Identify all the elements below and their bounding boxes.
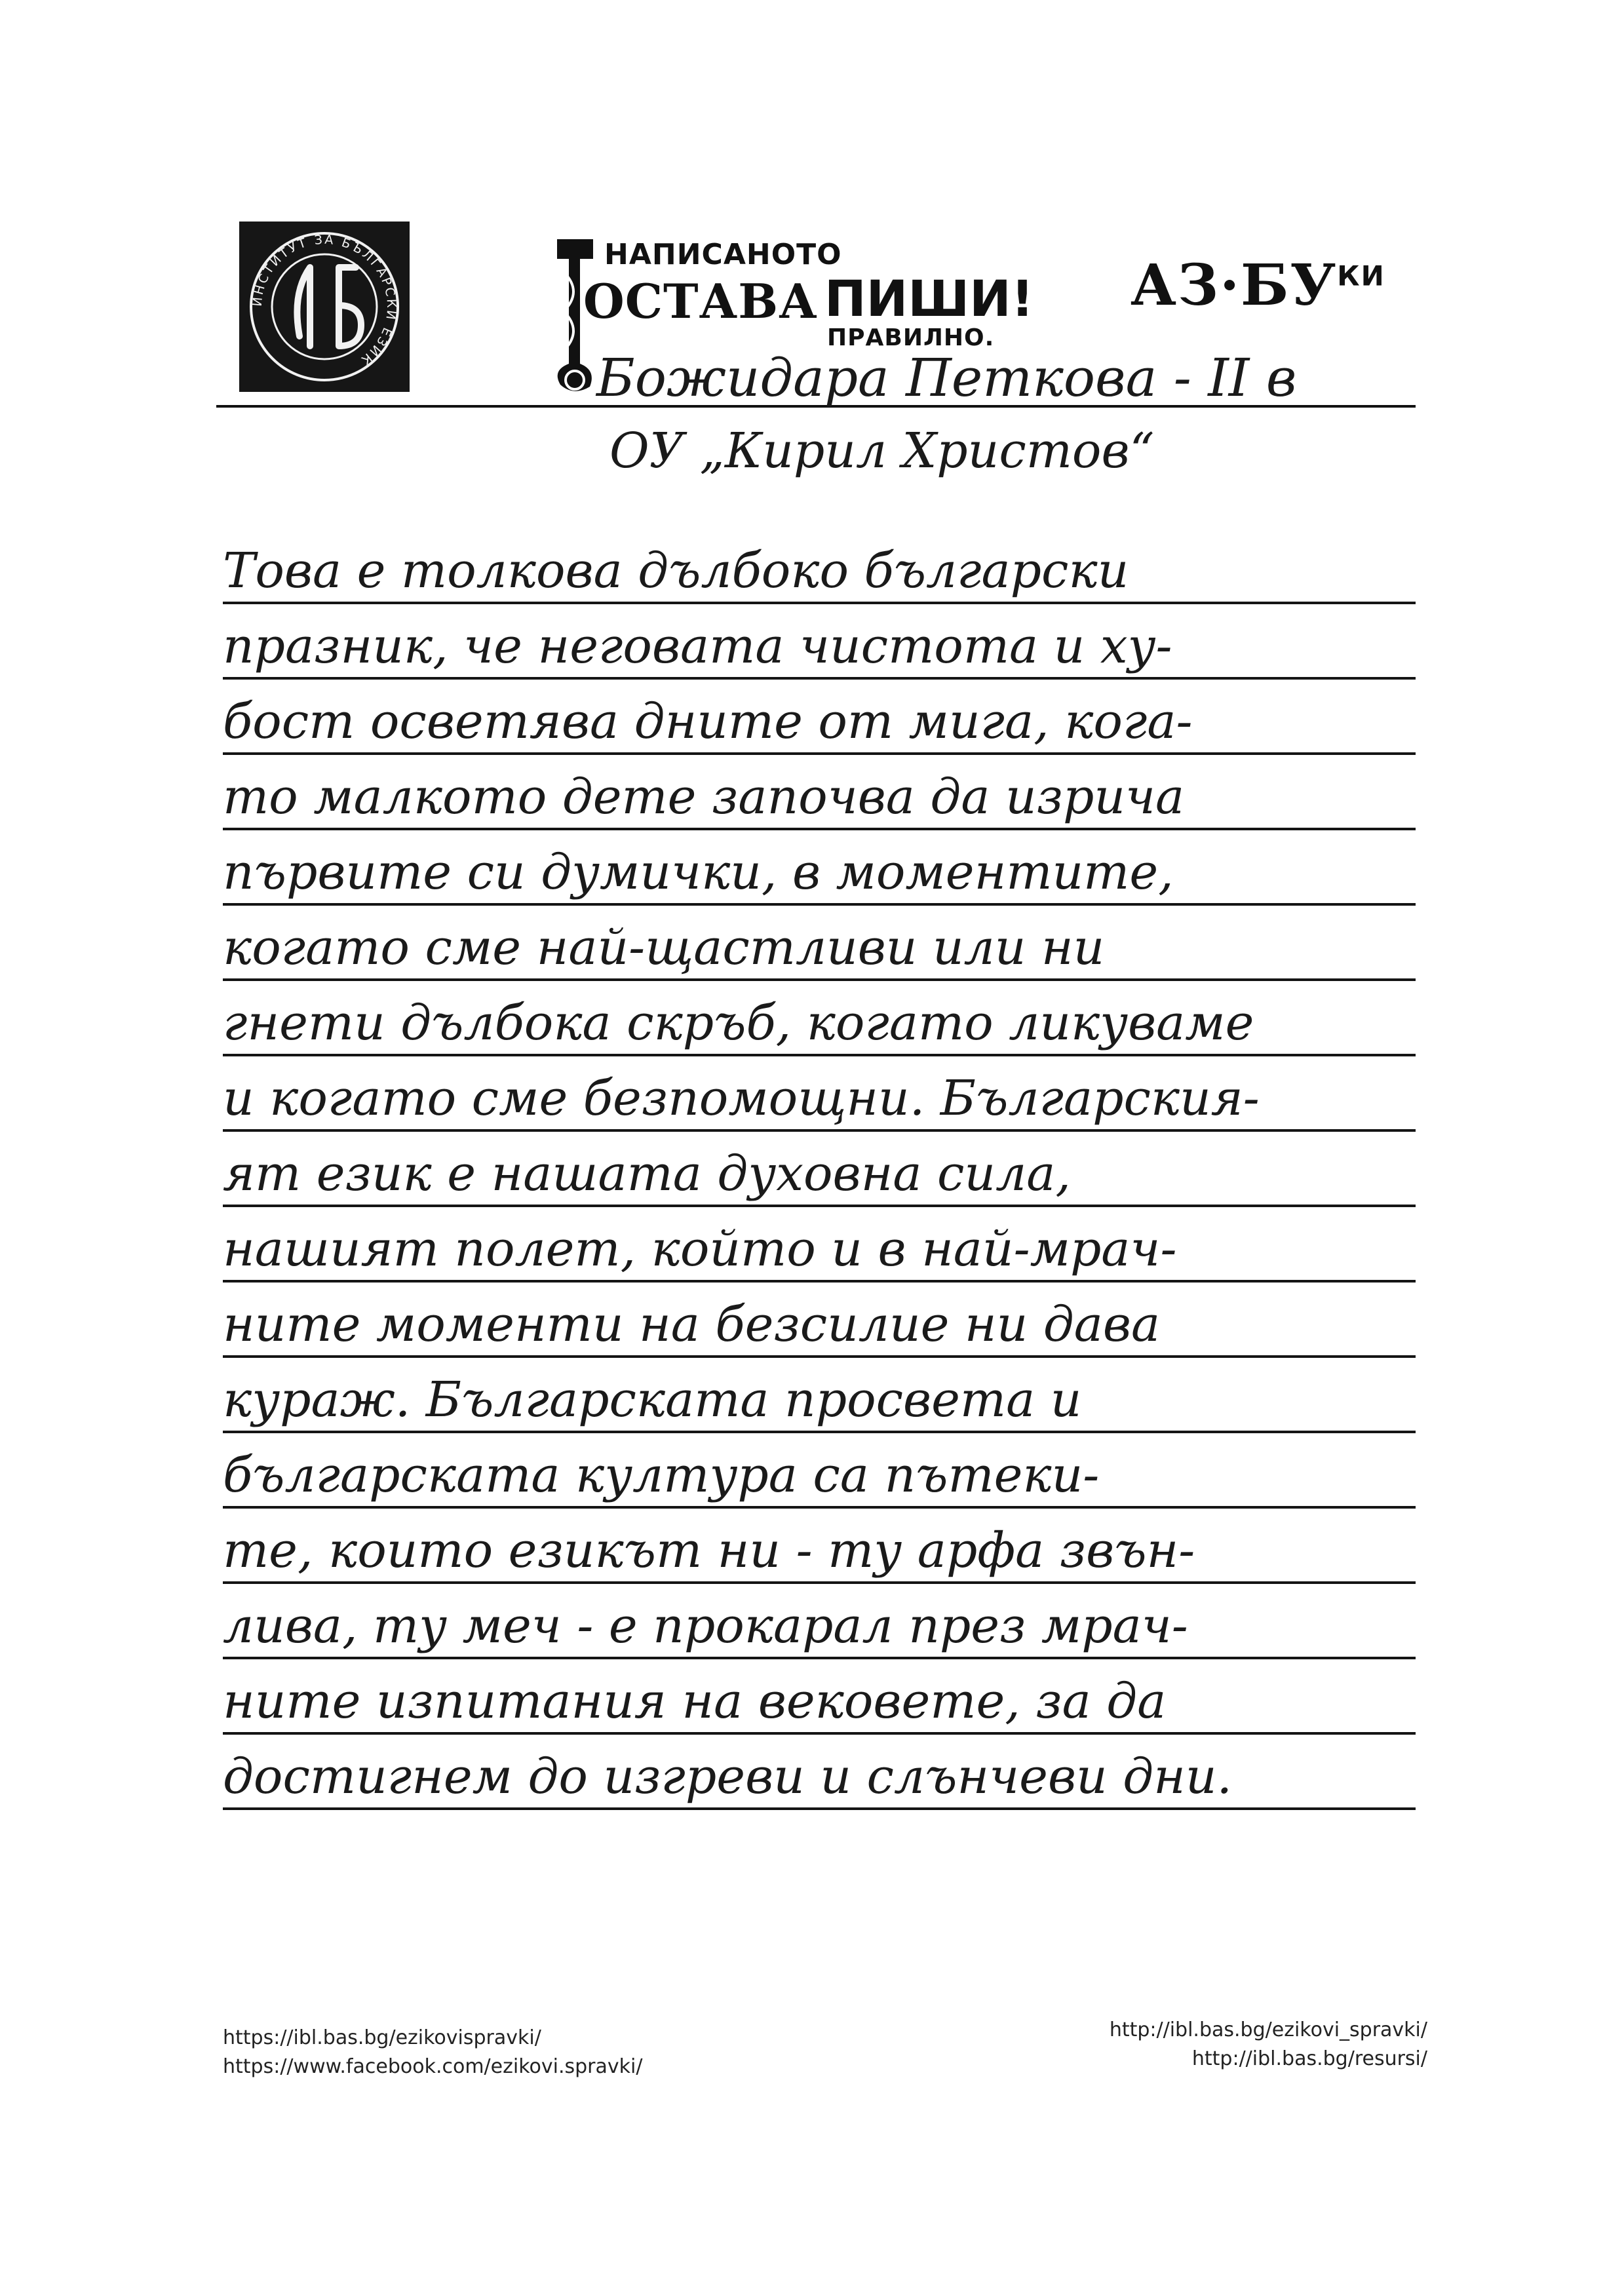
ruled-line (223, 1280, 1416, 1282)
essay-line (223, 1135, 1416, 1214)
ruled-line (223, 828, 1416, 830)
essay-line-text: ните изпитания на вековете, за да (223, 1673, 1167, 1729)
ruled-line (223, 978, 1416, 981)
ruled-line (223, 677, 1416, 680)
essay-line-text: и когато сме безпомощни. Българския- (223, 1070, 1260, 1127)
essay-line-text: българската култура са пътеки- (223, 1447, 1100, 1503)
footer-link-right-2[interactable]: http://ibl.bas.bg/resursi/ (1191, 2047, 1427, 2070)
campaign-line-4: ПРАВИЛНО. (827, 324, 995, 351)
essay-line-text: Това е толкова дълбоко български (223, 543, 1129, 599)
campaign-line-2: ОСТАВА (583, 273, 818, 329)
essay-line (223, 532, 1416, 611)
essay-line-text: достигнем до изгреви и слънчеви дни. (223, 1748, 1233, 1805)
ruled-line (223, 1732, 1416, 1735)
essay-line (223, 1060, 1416, 1138)
campaign-line-3: ПИШИ! (824, 269, 1034, 328)
ruled-line (223, 1431, 1416, 1433)
ruled-line (223, 1054, 1416, 1056)
ruled-line (223, 903, 1416, 906)
azbuki-sup: КИ (1337, 260, 1385, 292)
ruled-line (223, 1657, 1416, 1659)
ruled-line (223, 1506, 1416, 1509)
essay-line-text: ят език е нашата духовна сила, (223, 1146, 1071, 1202)
essay-line-text: когато сме най-щастливи или ни (223, 919, 1105, 976)
logo-ring-text: ИНСТИТУТ ЗА БЪЛГАРСКИ ЕЗИК (250, 232, 399, 368)
essay-line-text: ните моменти на безсилие ни дава (223, 1296, 1161, 1353)
essay-line (223, 1512, 1416, 1591)
essay-line (223, 1286, 1416, 1364)
essay-line-text: лива, ту меч - е прокарал през мрач- (223, 1598, 1188, 1654)
author-school: ОУ „Кирил Христов“ (609, 423, 1155, 479)
essay-line-text: те, които езикът ни - ту арфа звън- (223, 1522, 1195, 1579)
essay-line (223, 1437, 1416, 1515)
essay-line (223, 683, 1416, 762)
essay-line (223, 1663, 1416, 1741)
essay-line (223, 758, 1416, 837)
essay-line (223, 1738, 1416, 1817)
author-name: Божидара Петкова - II в (596, 347, 1297, 408)
footer-link-left-1[interactable]: https://ibl.bas.bg/ezikovispravki/ (223, 2026, 541, 2049)
essay-line (223, 834, 1416, 912)
essay-line (223, 608, 1416, 686)
essay-line (223, 909, 1416, 988)
essay-line (223, 1210, 1416, 1289)
ruled-line (223, 1581, 1416, 1584)
campaign-line-1: НАПИСАНОТО (604, 238, 842, 271)
footer-link-left-2[interactable]: https://www.facebook.com/ezikovi.spravki/ (223, 2055, 643, 2078)
essay-line-text: нашият полет, който и в най-мрач- (223, 1221, 1177, 1277)
footer-link-right-1[interactable]: http://ibl.bas.bg/ezikovi_spravki/ (1109, 2018, 1427, 2041)
essay-line-text: първите си думички, в моментите, (223, 844, 1174, 900)
ruled-line (223, 1129, 1416, 1132)
essay-line-text: бост осветява дните от мига, кога- (223, 693, 1193, 750)
essay-line (223, 984, 1416, 1063)
azbuki-text: АЗ·БУ (1131, 252, 1338, 318)
essay-line (223, 1587, 1416, 1666)
essay-line-text: празник, че неговата чистота и ху- (223, 618, 1172, 674)
essay-line (223, 1361, 1416, 1440)
ruled-line (223, 1355, 1416, 1358)
ruled-line (223, 602, 1416, 604)
ruled-line (223, 1807, 1416, 1810)
essay-line-text: гнети дълбока скръб, когато ликуваме (223, 995, 1254, 1051)
essay-line-text: то малкото дете започва да изрича (223, 769, 1185, 825)
ruled-line (223, 752, 1416, 755)
ruled-line (223, 1205, 1416, 1207)
essay-line-text: кураж. Българската просвета и (223, 1372, 1082, 1428)
